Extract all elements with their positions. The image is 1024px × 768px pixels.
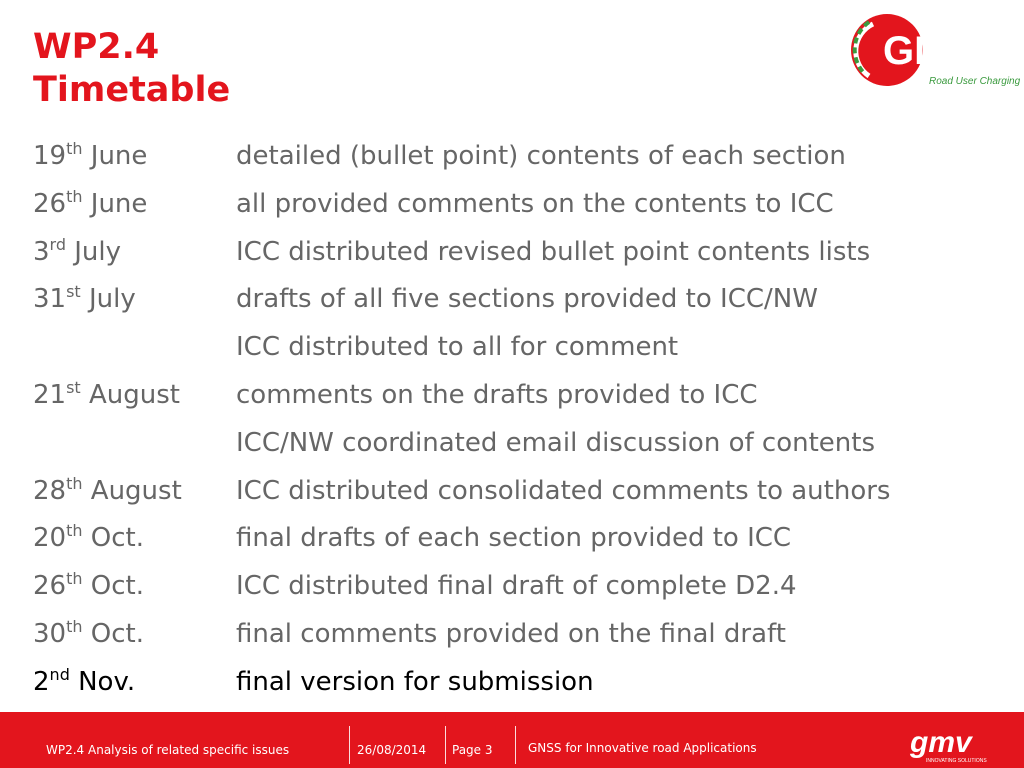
gmv-logo bbox=[908, 724, 998, 764]
date-ordinal-suffix: th bbox=[66, 139, 83, 158]
date-day: 19 bbox=[33, 141, 67, 171]
timetable-description: final comments provided on the final draft bbox=[236, 618, 786, 649]
date-month: Oct. bbox=[82, 523, 144, 554]
timetable-description: ICC distributed revised bullet point contents lists bbox=[236, 236, 871, 267]
date-day: 26 bbox=[33, 188, 67, 219]
date-day: 3 bbox=[33, 236, 50, 267]
timetable-row bbox=[33, 134, 1013, 182]
footer-date: 26/08/2014 bbox=[357, 743, 427, 757]
timetable-description: ICC distributed final draft of complete D2.4 bbox=[236, 571, 797, 602]
date-day: 30 bbox=[33, 618, 67, 649]
date-month: July bbox=[80, 284, 136, 315]
date-month: August bbox=[80, 379, 180, 410]
date-day: 28 bbox=[33, 475, 67, 506]
footer-bar bbox=[0, 712, 1024, 768]
timetable-row bbox=[33, 612, 1013, 660]
timetable-date bbox=[33, 612, 144, 659]
date-day: 31 bbox=[33, 284, 67, 315]
timetable-description: ICC distributed consolidated comments to authors bbox=[236, 475, 891, 506]
footer-divider bbox=[349, 726, 350, 764]
footer-project-name: GNSS for Innovative road Applications bbox=[528, 741, 757, 755]
timetable-date bbox=[33, 373, 180, 420]
gmv-logo-tagline: INNOVATING SOLUTIONS bbox=[926, 758, 987, 764]
timetable-row bbox=[33, 469, 1013, 517]
timetable-date bbox=[33, 469, 182, 516]
timetable-row bbox=[33, 325, 1013, 373]
date-day: 26 bbox=[33, 571, 67, 602]
date-ordinal-suffix: rd bbox=[49, 234, 66, 254]
date-month: June bbox=[82, 188, 148, 219]
timetable-description: detailed (bullet point) contents of each section bbox=[236, 141, 846, 171]
date-month: August bbox=[82, 475, 182, 506]
timetable-date bbox=[33, 564, 144, 611]
slide-title bbox=[33, 26, 230, 112]
date-month: Nov. bbox=[69, 666, 136, 697]
title-line-2: Timetable bbox=[33, 70, 231, 110]
timetable-description: ICC/NW coordinated email discussion of contents bbox=[236, 427, 875, 458]
date-ordinal-suffix: nd bbox=[49, 664, 70, 684]
timetable-description: comments on the drafts provided to ICC bbox=[236, 379, 758, 410]
timetable-row bbox=[33, 516, 1013, 564]
timetable-date bbox=[33, 230, 121, 277]
date-month: June bbox=[82, 141, 148, 171]
date-month: Oct. bbox=[82, 618, 144, 649]
timetable-row bbox=[33, 373, 1013, 421]
timetable-description: final drafts of each section provided to ICC bbox=[236, 523, 792, 554]
timetable-description: ICC distributed to all for comment bbox=[236, 332, 679, 363]
footer-page-number: Page 3 bbox=[452, 743, 493, 757]
date-ordinal-suffix: th bbox=[66, 473, 83, 493]
timetable-row bbox=[33, 182, 1013, 230]
date-day: 20 bbox=[33, 523, 67, 554]
timetable bbox=[33, 134, 1013, 708]
date-ordinal-suffix: th bbox=[66, 186, 83, 206]
date-ordinal-suffix: th bbox=[66, 616, 83, 636]
timetable-date bbox=[33, 660, 135, 707]
timetable-row bbox=[33, 230, 1013, 278]
footer-divider bbox=[515, 726, 516, 764]
date-month: July bbox=[66, 236, 122, 267]
date-day: 21 bbox=[33, 379, 67, 410]
gina-logo-tagline: Road User Charging bbox=[929, 76, 1020, 87]
timetable-row bbox=[33, 564, 1013, 612]
timetable-description: all provided comments on the contents to ICC bbox=[236, 188, 834, 219]
timetable-description: drafts of all five sections provided to ICC/NW bbox=[236, 284, 818, 315]
timetable-row bbox=[33, 421, 1013, 469]
date-ordinal-suffix: st bbox=[66, 282, 81, 302]
date-ordinal-suffix: th bbox=[66, 569, 83, 589]
date-ordinal-suffix: st bbox=[66, 377, 81, 397]
date-day: 2 bbox=[33, 666, 50, 697]
gina-logo bbox=[845, 10, 1020, 92]
timetable-date bbox=[33, 516, 144, 563]
timetable-row bbox=[33, 277, 1013, 325]
date-month: Oct. bbox=[82, 571, 144, 602]
footer-doc-title: WP2.4 Analysis of related specific issues bbox=[46, 743, 290, 757]
timetable-description: final version for submission bbox=[236, 666, 594, 697]
timetable-row bbox=[33, 660, 1013, 708]
gmv-logo-text: gmv bbox=[910, 726, 972, 759]
title-line-1: WP2.4 bbox=[33, 27, 160, 67]
date-ordinal-suffix: th bbox=[66, 521, 83, 541]
footer-divider bbox=[445, 726, 446, 764]
timetable-date bbox=[33, 277, 136, 324]
gina-logo-brand: GINA bbox=[883, 29, 983, 73]
timetable-date bbox=[33, 182, 147, 229]
timetable-date bbox=[33, 134, 147, 181]
